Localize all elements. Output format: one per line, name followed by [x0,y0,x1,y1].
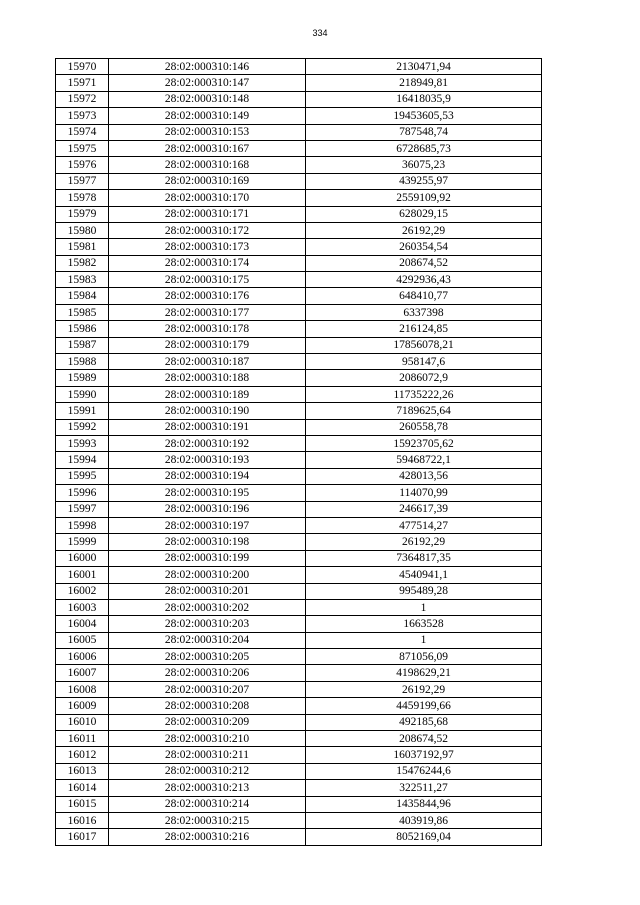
table-row [56,255,542,271]
cadastral-number-cell: 28:02:000310:193 [109,452,306,468]
cadastral-value-cell: 7189625,64 [306,403,542,419]
cadastral-number-cell: 28:02:000310:215 [109,812,306,828]
cadastral-value-cell: 19453605,53 [306,108,542,124]
table-row [56,124,542,140]
table-row [56,780,542,796]
table-row [56,190,542,206]
table-row [56,157,542,173]
table-row [56,272,542,288]
page-number: 334 [312,28,328,38]
table-row [56,108,542,124]
cadastral-number-cell: 28:02:000310:210 [109,731,306,747]
cadastral-number-cell: 28:02:000310:178 [109,321,306,337]
table-row [56,567,542,583]
table-row [56,354,542,370]
cadastral-number-cell: 28:02:000310:202 [109,599,306,615]
row-number-cell: 15992 [56,419,109,435]
row-number-cell: 16009 [56,698,109,714]
cadastral-number-cell: 28:02:000310:206 [109,665,306,681]
row-number-cell: 16013 [56,763,109,779]
table-row [56,321,542,337]
cadastral-number-cell: 28:02:000310:214 [109,796,306,812]
table-row [56,681,542,697]
row-number-cell: 15975 [56,140,109,156]
cadastral-number-cell: 28:02:000310:195 [109,485,306,501]
cadastral-value-cell: 322511,27 [306,780,542,796]
table-row [56,517,542,533]
cadastral-value-cell: 4292936,43 [306,272,542,288]
cadastral-number-cell: 28:02:000310:200 [109,567,306,583]
cadastral-number-cell: 28:02:000310:191 [109,419,306,435]
cadastral-value-cell: 26192,29 [306,534,542,550]
table-row [56,386,542,402]
row-number-cell: 16015 [56,796,109,812]
cadastral-value-cell: 871056,09 [306,649,542,665]
cadastral-value-cell: 15476244,6 [306,763,542,779]
cadastral-number-cell: 28:02:000310:207 [109,681,306,697]
cadastral-number-cell: 28:02:000310:172 [109,222,306,238]
row-number-cell: 15971 [56,75,109,91]
cadastral-value-cell: 4198629,21 [306,665,542,681]
row-number-cell: 15986 [56,321,109,337]
cadastral-number-cell: 28:02:000310:148 [109,91,306,107]
cadastral-value-cell: 439255,97 [306,173,542,189]
table-row [56,59,542,75]
cadastral-value-cell: 995489,28 [306,583,542,599]
row-number-cell: 15973 [56,108,109,124]
cadastral-number-cell: 28:02:000310:213 [109,780,306,796]
row-number-cell: 16017 [56,829,109,845]
cadastral-value-cell: 6728685,73 [306,140,542,156]
row-number-cell: 15982 [56,255,109,271]
table-row [56,714,542,730]
cadastral-value-cell: 59468722,1 [306,452,542,468]
table-body [56,59,542,846]
table-row [56,403,542,419]
row-number-cell: 15991 [56,403,109,419]
cadastral-number-cell: 28:02:000310:212 [109,763,306,779]
row-number-cell: 15983 [56,272,109,288]
row-number-cell: 15977 [56,173,109,189]
cadastral-value-cell: 246617,39 [306,501,542,517]
cadastral-number-cell: 28:02:000310:194 [109,468,306,484]
cadastral-number-cell: 28:02:000310:147 [109,75,306,91]
table-row [56,206,542,222]
cadastral-number-cell: 28:02:000310:187 [109,354,306,370]
table-row [56,239,542,255]
cadastral-value-cell: 1 [306,632,542,648]
table-row [56,698,542,714]
table-row [56,731,542,747]
cadastral-value-cell: 6337398 [306,304,542,320]
cadastral-value-cell: 26192,29 [306,222,542,238]
cadastral-number-cell: 28:02:000310:198 [109,534,306,550]
cadastral-number-cell: 28:02:000310:208 [109,698,306,714]
table-row [56,435,542,451]
cadastral-value-cell: 8052169,04 [306,829,542,845]
row-number-cell: 15995 [56,468,109,484]
cadastral-value-cell: 2130471,94 [306,59,542,75]
row-number-cell: 15978 [56,190,109,206]
cadastral-value-cell: 4459199,66 [306,698,542,714]
table-row [56,485,542,501]
row-number-cell: 16004 [56,616,109,632]
row-number-cell: 15998 [56,517,109,533]
cadastral-value-cell: 16418035,9 [306,91,542,107]
table-row [56,222,542,238]
cadastral-number-cell: 28:02:000310:170 [109,190,306,206]
row-number-cell: 15984 [56,288,109,304]
row-number-cell: 16012 [56,747,109,763]
table-row [56,747,542,763]
cadastral-value-cell: 260558,78 [306,419,542,435]
row-number-cell: 16007 [56,665,109,681]
cadastral-value-cell: 218949,81 [306,75,542,91]
cadastral-value-cell: 428013,56 [306,468,542,484]
row-number-cell: 15970 [56,59,109,75]
row-number-cell: 16011 [56,731,109,747]
cadastral-value-cell: 2559109,92 [306,190,542,206]
row-number-cell: 15994 [56,452,109,468]
cadastral-number-cell: 28:02:000310:174 [109,255,306,271]
table-row [56,419,542,435]
cadastral-number-cell: 28:02:000310:173 [109,239,306,255]
cadastral-number-cell: 28:02:000310:216 [109,829,306,845]
row-number-cell: 16002 [56,583,109,599]
cadastral-number-cell: 28:02:000310:179 [109,337,306,353]
row-number-cell: 16006 [56,649,109,665]
row-number-cell: 16001 [56,567,109,583]
row-number-cell: 16008 [56,681,109,697]
table-row [56,501,542,517]
cadastral-value-cell: 1435844,96 [306,796,542,812]
row-number-cell: 15987 [56,337,109,353]
row-number-cell: 16003 [56,599,109,615]
cadastral-value-cell: 4540941,1 [306,567,542,583]
table-row [56,468,542,484]
row-number-cell: 15997 [56,501,109,517]
table-row [56,140,542,156]
cadastral-value-cell: 26192,29 [306,681,542,697]
cadastral-value-cell: 477514,27 [306,517,542,533]
row-number-cell: 16014 [56,780,109,796]
table-row [56,763,542,779]
cadastral-number-cell: 28:02:000310:146 [109,59,306,75]
cadastral-value-cell: 15923705,62 [306,435,542,451]
cadastral-value-cell: 16037192,97 [306,747,542,763]
cadastral-number-cell: 28:02:000310:211 [109,747,306,763]
cadastral-number-cell: 28:02:000310:201 [109,583,306,599]
table-row [56,75,542,91]
cadastral-number-cell: 28:02:000310:149 [109,108,306,124]
table-row [56,288,542,304]
table-row [56,599,542,615]
row-number-cell: 15979 [56,206,109,222]
cadastral-number-cell: 28:02:000310:205 [109,649,306,665]
cadastral-number-cell: 28:02:000310:176 [109,288,306,304]
cadastral-number-cell: 28:02:000310:197 [109,517,306,533]
cadastral-value-cell: 208674,52 [306,731,542,747]
cadastral-number-cell: 28:02:000310:190 [109,403,306,419]
cadastral-value-cell: 7364817,35 [306,550,542,566]
table-row [56,337,542,353]
cadastral-value-cell: 628029,15 [306,206,542,222]
table-row [56,91,542,107]
table-row [56,550,542,566]
table-row [56,452,542,468]
cadastral-number-cell: 28:02:000310:199 [109,550,306,566]
cadastral-number-cell: 28:02:000310:204 [109,632,306,648]
cadastral-value-cell: 17856078,21 [306,337,542,353]
row-number-cell: 15981 [56,239,109,255]
row-number-cell: 16000 [56,550,109,566]
cadastral-value-cell: 36075,23 [306,157,542,173]
row-number-cell: 15972 [56,91,109,107]
row-number-cell: 15999 [56,534,109,550]
cadastral-value-cell: 787548,74 [306,124,542,140]
cadastral-value-cell: 216124,85 [306,321,542,337]
cadastral-value-cell: 114070,99 [306,485,542,501]
row-number-cell: 15990 [56,386,109,402]
row-number-cell: 16010 [56,714,109,730]
cadastral-value-cell: 2086072,9 [306,370,542,386]
cadastral-number-cell: 28:02:000310:209 [109,714,306,730]
cadastral-value-cell: 11735222,26 [306,386,542,402]
cadastral-value-cell: 403919,86 [306,812,542,828]
table-row [56,632,542,648]
cadastral-number-cell: 28:02:000310:167 [109,140,306,156]
table-row [56,370,542,386]
row-number-cell: 15989 [56,370,109,386]
cadastral-value-cell: 1663528 [306,616,542,632]
row-number-cell: 15980 [56,222,109,238]
cadastral-number-cell: 28:02:000310:188 [109,370,306,386]
cadastral-number-cell: 28:02:000310:192 [109,435,306,451]
cadastral-number-cell: 28:02:000310:168 [109,157,306,173]
row-number-cell: 15993 [56,435,109,451]
cadastral-number-cell: 28:02:000310:189 [109,386,306,402]
table-row [56,616,542,632]
table-row [56,665,542,681]
cadastral-number-cell: 28:02:000310:171 [109,206,306,222]
row-number-cell: 15976 [56,157,109,173]
cadastral-number-cell: 28:02:000310:175 [109,272,306,288]
cadastral-value-cell: 1 [306,599,542,615]
cadastral-value-table [55,58,542,846]
row-number-cell: 16016 [56,812,109,828]
cadastral-value-cell: 208674,52 [306,255,542,271]
table-row [56,812,542,828]
cadastral-number-cell: 28:02:000310:169 [109,173,306,189]
cadastral-value-cell: 648410,77 [306,288,542,304]
cadastral-value-cell: 260354,54 [306,239,542,255]
row-number-cell: 15985 [56,304,109,320]
cadastral-number-cell: 28:02:000310:177 [109,304,306,320]
table-row [56,173,542,189]
cadastral-value-cell: 958147,6 [306,354,542,370]
table-row [56,534,542,550]
cadastral-number-cell: 28:02:000310:203 [109,616,306,632]
table-row [56,649,542,665]
row-number-cell: 15988 [56,354,109,370]
cadastral-value-cell: 492185,68 [306,714,542,730]
cadastral-number-cell: 28:02:000310:153 [109,124,306,140]
table-row [56,304,542,320]
row-number-cell: 15974 [56,124,109,140]
table-row [56,829,542,845]
row-number-cell: 16005 [56,632,109,648]
cadastral-number-cell: 28:02:000310:196 [109,501,306,517]
table-row [56,796,542,812]
row-number-cell: 15996 [56,485,109,501]
table-row [56,583,542,599]
